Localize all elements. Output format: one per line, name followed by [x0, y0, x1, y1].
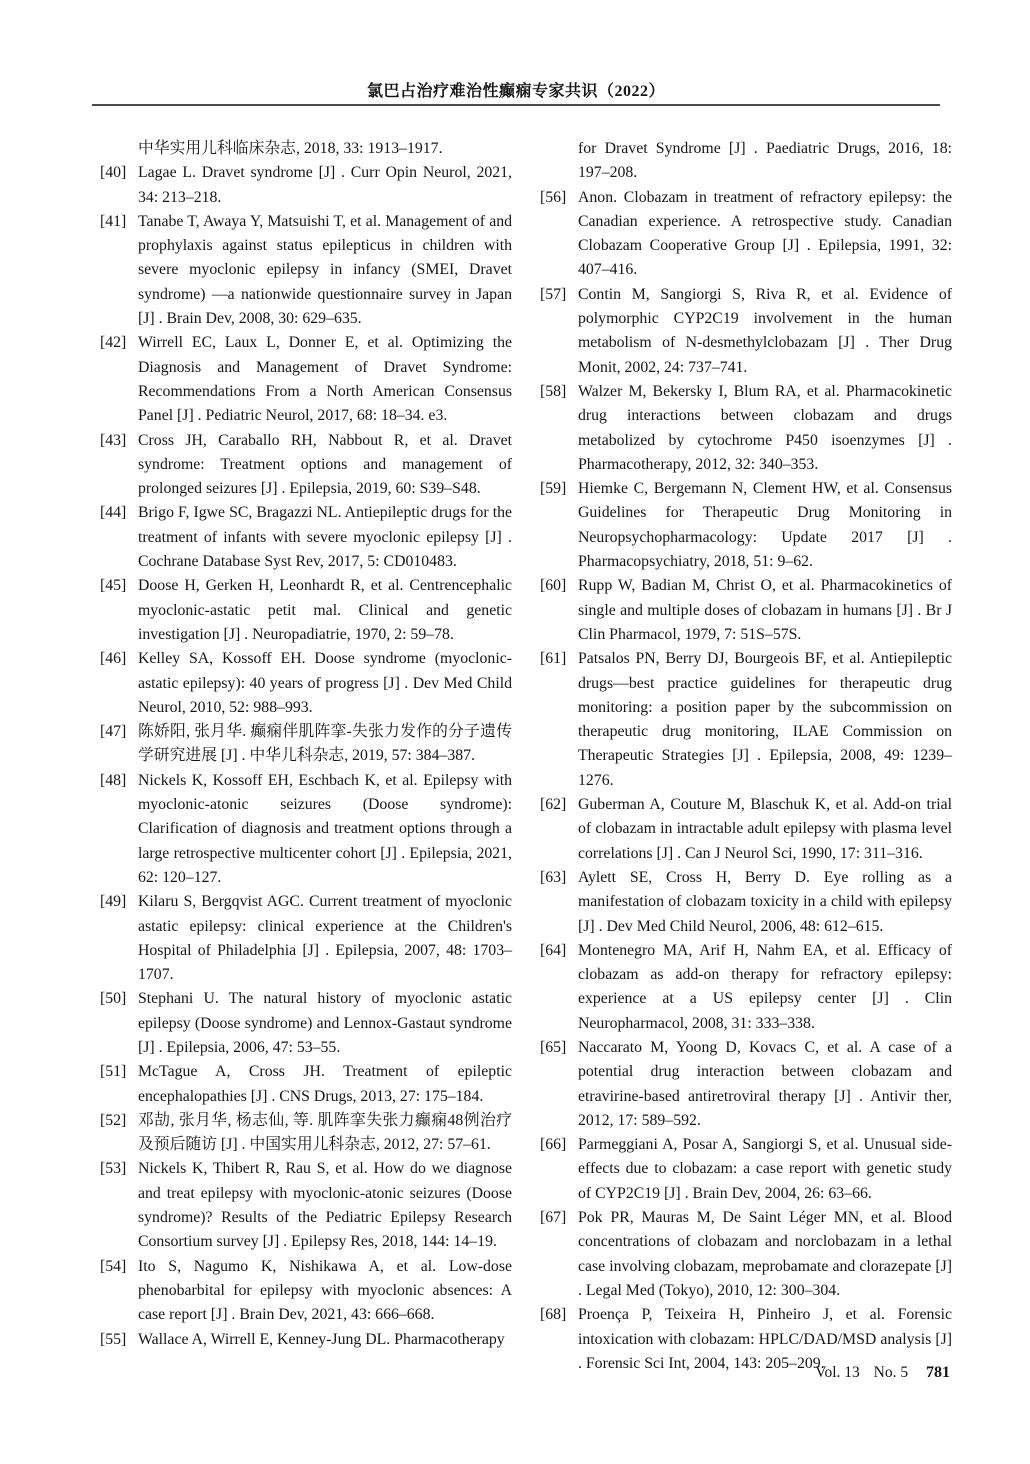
reference-number: [57] [540, 285, 567, 303]
reference-text: Patsalos PN, Berry DJ, Bourgeois BF, et al. Antiepileptic drugs—best practice guidelines for therapeutic drug monitoring: a position paper by the subcommission on therapeutic drug monitoring, ILAE Commission on Therapeutic Strategies [J] . Epilepsia, 2008, 49: 1239–1276. [578, 650, 952, 789]
reference-text: Proença P, Teixeira H, Pinheiro J, et al. Forensic intoxication with clobazam: HPLC/DAD/MSD analysis [J] . Forensic Sci Int, 2004, 143: 205–209. [578, 1306, 952, 1372]
reference-number: [49] [100, 893, 127, 911]
reference-continuation [540, 137, 952, 186]
reference-item [540, 283, 952, 380]
reference-text: Cross JH, Caraballo RH, Nabbout R, et al. Dravet syndrome: Treatment options and management of prolonged seizures [J] . Epilepsia, 2019, 60: S39–S48. [138, 431, 512, 498]
reference-text: Rupp W, Badian M, Christ O, et al. Pharmacokinetics of single and multiple doses of clobazam in humans [J] . Br J Clin Pharmacol, 1979, 7: 51S–57S. [578, 577, 952, 643]
references-right-column [540, 137, 952, 1376]
reference-number [540, 137, 578, 186]
reference-text: 陈娇阳, 张月华. 癫痫伴肌阵挛-失张力发作的分子遗传学研究进展 [J] . 中华儿科杂志, 2019, 57: 384–387. [138, 723, 512, 765]
reference-number: [64] [540, 941, 567, 959]
reference-number: [44] [100, 504, 127, 522]
reference-text: Contin M, Sangiorgi S, Riva R, et al. Evidence of polymorphic CYP2C19 involvement in the human metabolism of N-desmethylclobazam [J] . Ther Drug Monit, 2002, 24: 737–741. [578, 285, 952, 376]
footer-volume: Vol. 13 [815, 1364, 860, 1381]
reference-text: Wallace A, Wirrell E, Kenney-Jung DL. Pharmacotherapy [138, 1330, 505, 1348]
reference-text: Kelley SA, Kossoff EH. Doose syndrome (myoclonic-astatic epilepsy): 40 years of progress [J] . Dev Med Child Neurol, 2010, 52: 988–993. [138, 650, 512, 716]
reference-number: [60] [540, 577, 567, 595]
reference-number: [47] [100, 723, 127, 741]
reference-number: [42] [100, 334, 127, 352]
footer-page-number: 781 [926, 1364, 950, 1381]
reference-number: [56] [540, 188, 567, 206]
reference-number: [65] [540, 1038, 567, 1056]
reference-text: Aylett SE, Cross H, Berry D. Eye rolling as a manifestation of clobazam toxicity in a child with epilepsy [J] . Dev Med Child Neurol, 2006, 48: 612–615. [578, 868, 952, 935]
reference-item [540, 866, 952, 939]
footer-issue: No. 5 [873, 1364, 909, 1381]
reference-item [540, 380, 952, 477]
reference-text: Tanabe T, Awaya Y, Matsuishi T, et al. Management of and prophylaxis against status epilepticus in children with severe myoclonic epilepsy in infancy (SMEI, Dravet syndrome) —a nationwide questionnaire survey in Japan [J] . Brain Dev, 2008, 30: 629–635. [138, 212, 512, 328]
reference-item [100, 987, 512, 1060]
reference-text: Lagae L. Dravet syndrome [J] . Curr Opin Neurol, 2021, 34: 213–218. [138, 164, 512, 206]
reference-number: [67] [540, 1209, 567, 1227]
reference-number: [66] [540, 1136, 567, 1154]
reference-number: [51] [100, 1063, 127, 1081]
reference-item [540, 647, 952, 793]
reference-item [100, 1060, 512, 1109]
reference-text: Nickels K, Kossoff EH, Eschbach K, et al. Epilepsy with myoclonic-atonic seizures (Doose syndrome): Clarification of diagnosis and treatment options through a large retrospective multicenter cohort [J] . Epilepsia, 2021, 62: 120–127. [138, 771, 512, 886]
reference-item [540, 1036, 952, 1133]
reference-number: [43] [100, 431, 127, 449]
reference-number: [46] [100, 650, 127, 668]
reference-item [100, 501, 512, 574]
reference-number [100, 137, 138, 161]
reference-number: [63] [540, 868, 567, 886]
reference-item [100, 647, 512, 720]
references-section [100, 137, 952, 1376]
reference-text: Montenegro MA, Arif H, Nahm EA, et al. Efficacy of clobazam as add-on therapy for refractory epilepsy: experience at a US epilepsy center [J] . Clin Neuropharmacol, 2008, 31: 333–338. [578, 941, 952, 1032]
reference-number: [41] [100, 212, 127, 230]
reference-number: [55] [100, 1330, 127, 1348]
reference-number: [45] [100, 577, 127, 595]
reference-text: Stephani U. The natural history of myoclonic astatic epilepsy (Doose syndrome) and Lennox-Gastaut syndrome [J] . Epilepsia, 2006, 47: 53–55. [138, 990, 512, 1056]
header-rule [92, 104, 940, 106]
reference-number: [68] [540, 1306, 567, 1324]
reference-text: Nickels K, Thibert R, Rau S, et al. How do we diagnose and treat epilepsy with myoclonic-atonic seizures (Doose syndrome)? Results of the Pediatric Epilepsy Research Consortium survey [J] . Epilepsy Res, 2018, 144: 14–19. [138, 1160, 512, 1251]
reference-number: [59] [540, 480, 567, 498]
reference-item [100, 1328, 512, 1352]
reference-item [100, 769, 512, 890]
reference-text: 中华实用儿科临床杂志, 2018, 33: 1913–1917. [138, 140, 443, 157]
page-footer [805, 1364, 950, 1382]
reference-number: [52] [100, 1111, 127, 1129]
reference-text: Ito S, Nagumo K, Nishikawa A, et al. Low-dose phenobarbital for epilepsy with myoclonic absences: A case report [J] . Brain Dev, 2021, 43: 666–668. [138, 1257, 512, 1324]
reference-text: Parmeggiani A, Posar A, Sangiorgi S, et al. Unusual side-effects due to clobazam: a case report with genetic study of CYP2C19 [J] . Brain Dev, 2004, 26: 63–66. [578, 1136, 952, 1202]
reference-text: Kilaru S, Bergqvist AGC. Current treatment of myoclonic astatic epilepsy: clinical experience at the Children's Hospital of Philadelphia [J] . Epilepsia, 2007, 48: 1703–1707. [138, 893, 512, 984]
reference-item [540, 793, 952, 866]
reference-number: [54] [100, 1257, 127, 1275]
reference-item [540, 1206, 952, 1303]
reference-item [100, 161, 512, 210]
reference-text: for Dravet Syndrome [J] . Paediatric Drugs, 2016, 18: 197–208. [578, 140, 952, 182]
reference-text: 邓劼, 张月华, 杨志仙, 等. 肌阵挛失张力癫痫48例治疗及预后随访 [J] . 中国实用儿科杂志, 2012, 27: 57–61. [138, 1111, 512, 1154]
reference-number: [50] [100, 990, 127, 1008]
reference-text: Brigo F, Igwe SC, Bragazzi NL. Antiepileptic drugs for the treatment of infants with severe myoclonic epilepsy [J] . Cochrane Database Syst Rev, 2017, 5: CD010483. [138, 504, 512, 571]
reference-number: [58] [540, 382, 567, 400]
reference-item [540, 939, 952, 1036]
reference-item [100, 1255, 512, 1328]
reference-continuation [100, 137, 512, 161]
reference-number: [62] [540, 796, 567, 814]
reference-item [540, 477, 952, 574]
reference-item [100, 210, 512, 331]
reference-item [540, 574, 952, 647]
reference-number: [61] [540, 650, 567, 668]
reference-text: Anon. Clobazam in treatment of refractory epilepsy: the Canadian experience. A retrospective study. Canadian Clobazam Cooperative Group [J] . Epilepsia, 1991, 32: 407–416. [578, 188, 952, 279]
page-title: 氯巴占治疗难治性癫痫专家共识（2022） [366, 83, 665, 100]
reference-item [100, 1157, 512, 1254]
reference-item [100, 331, 512, 428]
reference-text: Guberman A, Couture M, Blaschuk K, et al. Add-on trial of clobazam in intractable adult epilepsy with plasma level correlations [J] . Can J Neurol Sci, 1990, 17: 311–316. [578, 796, 952, 862]
reference-text: McTague A, Cross JH. Treatment of epileptic encephalopathies [J] . CNS Drugs, 2013, 27: 175–184. [138, 1063, 512, 1105]
reference-number: [48] [100, 771, 127, 789]
reference-item [100, 1109, 512, 1158]
reference-text: Naccarato M, Yoong D, Kovacs C, et al. A case of a potential drug interaction between clobazam and etravirine-based antiretroviral therapy [J] . Antivir ther, 2012, 17: 589–592. [578, 1038, 952, 1129]
reference-item [100, 890, 512, 987]
reference-text: Doose H, Gerken H, Leonhardt R, et al. Centrencephalic myoclonic-astatic petit mal. Clinical and genetic investigation [J] . Neuropadiatrie, 1970, 2: 59–78. [138, 577, 512, 643]
reference-item [540, 186, 952, 283]
reference-item [540, 1133, 952, 1206]
reference-text: Pok PR, Mauras M, De Saint Léger MN, et al. Blood concentrations of clobazam and norclobazam in a lethal case involving clobazam, meprobamate and clorazepate [J] . Legal Med (Tokyo), 2010, 12: 300–304. [578, 1209, 952, 1299]
reference-item [100, 720, 512, 769]
references-left-column [100, 137, 512, 1376]
reference-number: [40] [100, 164, 127, 182]
reference-text: Wirrell EC, Laux L, Donner E, et al. Optimizing the Diagnosis and Management of Dravet Syndrome: Recommendations From a North American Consensus Panel [J] . Pediatric Neurol, 2017, 68: 18–34. e3. [138, 334, 512, 425]
reference-number: [53] [100, 1160, 127, 1178]
reference-item [100, 574, 512, 647]
reference-text: Walzer M, Bekersky I, Blum RA, et al. Pharmacokinetic drug interactions between clobazam and drugs metabolized by cytochrome P450 isoenzymes [J] . Pharmacotherapy, 2012, 32: 340–353. [578, 382, 952, 473]
reference-text: Hiemke C, Bergemann N, Clement HW, et al. Consensus Guidelines for Therapeutic Drug Monitoring in Neuropsychopharmacology: Update 2017 [J] . Pharmacopsychiatry, 2018, 51: 9–62. [578, 480, 952, 571]
reference-item [100, 429, 512, 502]
